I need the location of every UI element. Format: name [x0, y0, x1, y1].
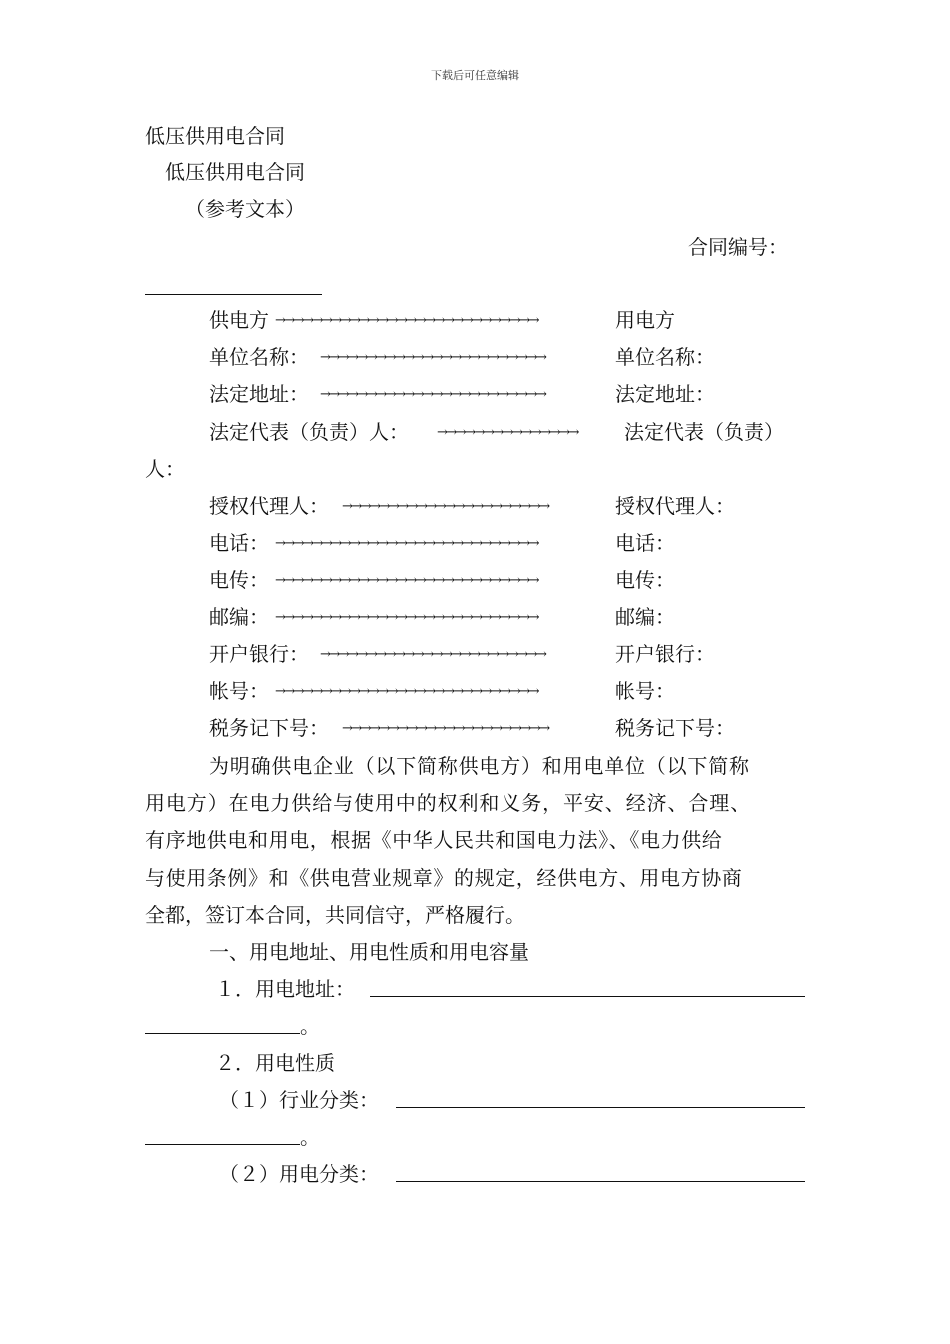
- arrow-leader: →→→→→→→→→→→→→→→→→→→→→→→→→→→→: [275, 313, 538, 328]
- bank-label-right: 开户银行：: [615, 642, 715, 666]
- legal-rep-label-wrap: 人：: [145, 457, 185, 481]
- usage-address-label: １．用电地址：: [215, 977, 355, 1001]
- agent-label-right: 授权代理人：: [615, 494, 735, 518]
- agent-label-left: 授权代理人：: [209, 494, 329, 518]
- legal-rep-label-right: 法定代表（负责）: [624, 420, 784, 444]
- reference-text-label: （参考文本）: [185, 197, 305, 221]
- phone-label-right: 电话：: [615, 531, 675, 555]
- arrow-leader: →→→→→→→→→→→→→→→→→→→→→→→→→→→→: [275, 610, 538, 625]
- postcode-label-left: 邮编：: [209, 605, 269, 629]
- supplier-label: 供电方: [209, 308, 269, 332]
- arrow-leader: →→→→→→→→→→→→→→→→→→→→→→: [342, 721, 549, 736]
- page-header: 下载后可任意编辑: [431, 69, 519, 82]
- arrow-leader: →→→→→→→→→→→→→→→: [437, 425, 578, 440]
- arrow-leader: →→→→→→→→→→→→→→→→→→→→→→→→→→→→: [275, 684, 538, 699]
- industry-class-blank-cont[interactable]: [145, 1144, 300, 1145]
- arrow-leader: →→→→→→→→→→→→→→→→→→→→→→→→: [320, 350, 546, 365]
- document-title: 低压供用电合同: [145, 124, 285, 148]
- legal-rep-label-left: 法定代表（负责）人：: [209, 420, 409, 444]
- arrow-leader: →→→→→→→→→→→→→→→→→→→→→→: [342, 499, 549, 514]
- document-subtitle: 低压供用电合同: [165, 160, 305, 184]
- preamble-line: 为明确供电企业（以下简称供电方）和用电单位（以下简称: [209, 754, 750, 778]
- preamble-line: 有序地供电和用电，根据《中华人民共和国电力法》、《电力供给: [145, 828, 723, 852]
- arrow-leader: →→→→→→→→→→→→→→→→→→→→→→→→→→→→: [275, 536, 538, 551]
- usage-class-label: （２）用电分类：: [219, 1162, 379, 1186]
- unit-name-label-right: 单位名称：: [615, 345, 715, 369]
- period-mark: 。: [300, 1014, 320, 1038]
- legal-address-label-left: 法定地址：: [209, 382, 309, 406]
- section-heading: 一、用电地址、用电性质和用电容量: [209, 940, 529, 964]
- industry-class-label: （１）行业分类：: [219, 1088, 379, 1112]
- industry-class-blank[interactable]: [396, 1107, 805, 1108]
- period-mark: 。: [300, 1125, 320, 1149]
- postcode-label-right: 邮编：: [615, 605, 675, 629]
- fax-label-left: 电传：: [209, 568, 269, 592]
- tax-label-right: 税务记下号：: [615, 716, 735, 740]
- bank-label-left: 开户银行：: [209, 642, 309, 666]
- legal-address-label-right: 法定地址：: [615, 382, 715, 406]
- usage-address-blank[interactable]: [370, 996, 805, 997]
- account-label-left: 帐号：: [209, 679, 269, 703]
- tax-label-left: 税务记下号：: [209, 716, 329, 740]
- contract-number-blank[interactable]: [145, 294, 322, 295]
- arrow-leader: →→→→→→→→→→→→→→→→→→→→→→→→: [320, 387, 546, 402]
- usage-address-blank-cont[interactable]: [145, 1033, 300, 1034]
- unit-name-label-left: 单位名称：: [209, 345, 309, 369]
- preamble-line: 与使用条例》和《供电营业规章》的规定，经供电方、用电方协商: [145, 866, 743, 890]
- consumer-label: 用电方: [615, 308, 675, 332]
- usage-nature-label: ２．用电性质: [215, 1051, 335, 1075]
- usage-class-blank[interactable]: [396, 1181, 805, 1182]
- preamble-line: 用电方）在电力供给与使用中的权利和义务，平安、经济、合理、: [145, 791, 752, 815]
- account-label-right: 帐号：: [615, 679, 675, 703]
- phone-label-left: 电话：: [209, 531, 269, 555]
- fax-label-right: 电传：: [615, 568, 675, 592]
- contract-number-label: 合同编号：: [688, 235, 788, 259]
- arrow-leader: →→→→→→→→→→→→→→→→→→→→→→→→: [320, 647, 546, 662]
- arrow-leader: →→→→→→→→→→→→→→→→→→→→→→→→→→→→: [275, 573, 538, 588]
- preamble-line: 全都，签订本合同，共同信守，严格履行。: [145, 903, 525, 927]
